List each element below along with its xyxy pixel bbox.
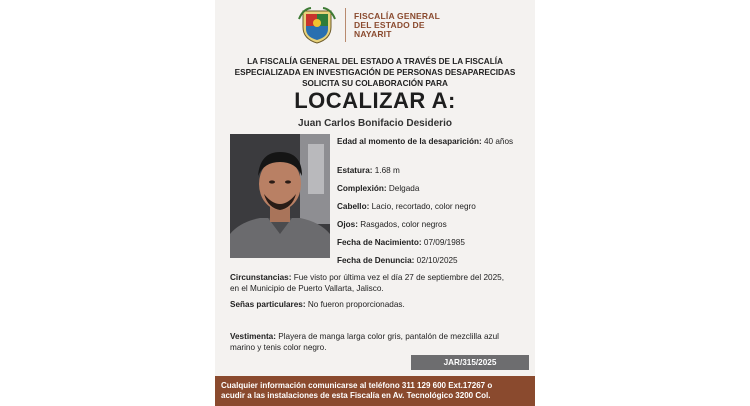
attr-eyes bbox=[337, 220, 447, 229]
org-line-3: NAYARIT bbox=[354, 28, 392, 39]
nayarit-coat-of-arms-icon bbox=[297, 5, 337, 45]
org-line-2: DEL ESTADO DE bbox=[354, 19, 425, 30]
attr-hair-value: Lacio, recortado, color negro bbox=[369, 202, 476, 211]
intro-text bbox=[225, 56, 525, 89]
headline: LOCALIZAR A: bbox=[294, 88, 456, 113]
person-photo bbox=[230, 134, 330, 258]
attr-birth-label: Fecha de Nacimiento: bbox=[337, 238, 422, 247]
attr-eyes-label: Ojos: bbox=[337, 220, 358, 229]
attr-hair bbox=[337, 202, 476, 211]
intro-line-3: SOLICITA SU COLABORACIÓN PARA bbox=[302, 79, 448, 88]
attr-birth-date bbox=[337, 238, 465, 247]
footer-line-2: acudir a las instalaciones de esta Fiscalía en Av. Tecnológico 3200 Col. bbox=[221, 391, 491, 400]
clothing-line-1: Playera de manga larga color gris, pantalón de mezclilla azul bbox=[275, 332, 499, 341]
marks-value: No fueron proporcionadas. bbox=[305, 300, 405, 309]
attr-build-value: Delgada bbox=[386, 184, 420, 193]
attr-height bbox=[337, 166, 400, 175]
marks-label: Señas particulares: bbox=[230, 300, 306, 309]
clothing-line-2: marino y tenis color negro. bbox=[230, 343, 327, 352]
case-folio-badge: JAR/315/2025 bbox=[411, 355, 529, 370]
person-name: Juan Carlos Bonifacio Desiderio bbox=[298, 118, 452, 129]
attr-report-date bbox=[337, 256, 458, 265]
header-divider bbox=[345, 8, 346, 42]
attr-age-label: Edad al momento de la desaparición: bbox=[337, 137, 482, 146]
footer-line-1: Cualquier información comunicarse al teléfono 311 129 600 Ext.17267 o bbox=[221, 381, 493, 390]
clothing bbox=[230, 331, 530, 353]
attr-birth-value: 07/09/1985 bbox=[421, 238, 465, 247]
circumstances-label: Circunstancias: bbox=[230, 273, 292, 282]
poster-header bbox=[297, 4, 477, 46]
intro-line-1: LA FISCALÍA GENERAL DEL ESTADO A TRAVÉS DE LA FISCALÍA bbox=[247, 57, 503, 66]
circumstances bbox=[230, 272, 530, 294]
attr-eyes-value: Rasgados, color negros bbox=[357, 220, 447, 229]
org-line-1: FISCALÍA GENERAL bbox=[354, 10, 440, 21]
attr-report-label: Fecha de Denuncia: bbox=[337, 256, 415, 265]
attr-age-value: 40 años bbox=[481, 137, 514, 146]
circumstances-line-1: Fue visto por última vez el día 27 de septiembre del 2025, bbox=[291, 273, 504, 282]
distinguishing-marks bbox=[230, 299, 530, 310]
attr-height-value: 1.68 m bbox=[372, 166, 400, 175]
attr-build-label: Complexión: bbox=[337, 184, 387, 193]
clothing-label: Vestimenta: bbox=[230, 332, 276, 341]
organization-name bbox=[354, 12, 440, 39]
missing-person-poster bbox=[215, 0, 535, 406]
attr-hair-label: Cabello: bbox=[337, 202, 370, 211]
circumstances-line-2: en el Municipio de Puerto Vallarta, Jalisco. bbox=[230, 284, 384, 293]
intro-line-2: ESPECIALIZADA EN INVESTIGACIÓN DE PERSONAS DESAPARECIDAS bbox=[234, 68, 516, 77]
attr-height-label: Estatura: bbox=[337, 166, 373, 175]
attr-age bbox=[337, 137, 513, 146]
attr-report-value: 02/10/2025 bbox=[414, 256, 458, 265]
contact-footer bbox=[215, 376, 535, 406]
attr-build bbox=[337, 184, 419, 193]
